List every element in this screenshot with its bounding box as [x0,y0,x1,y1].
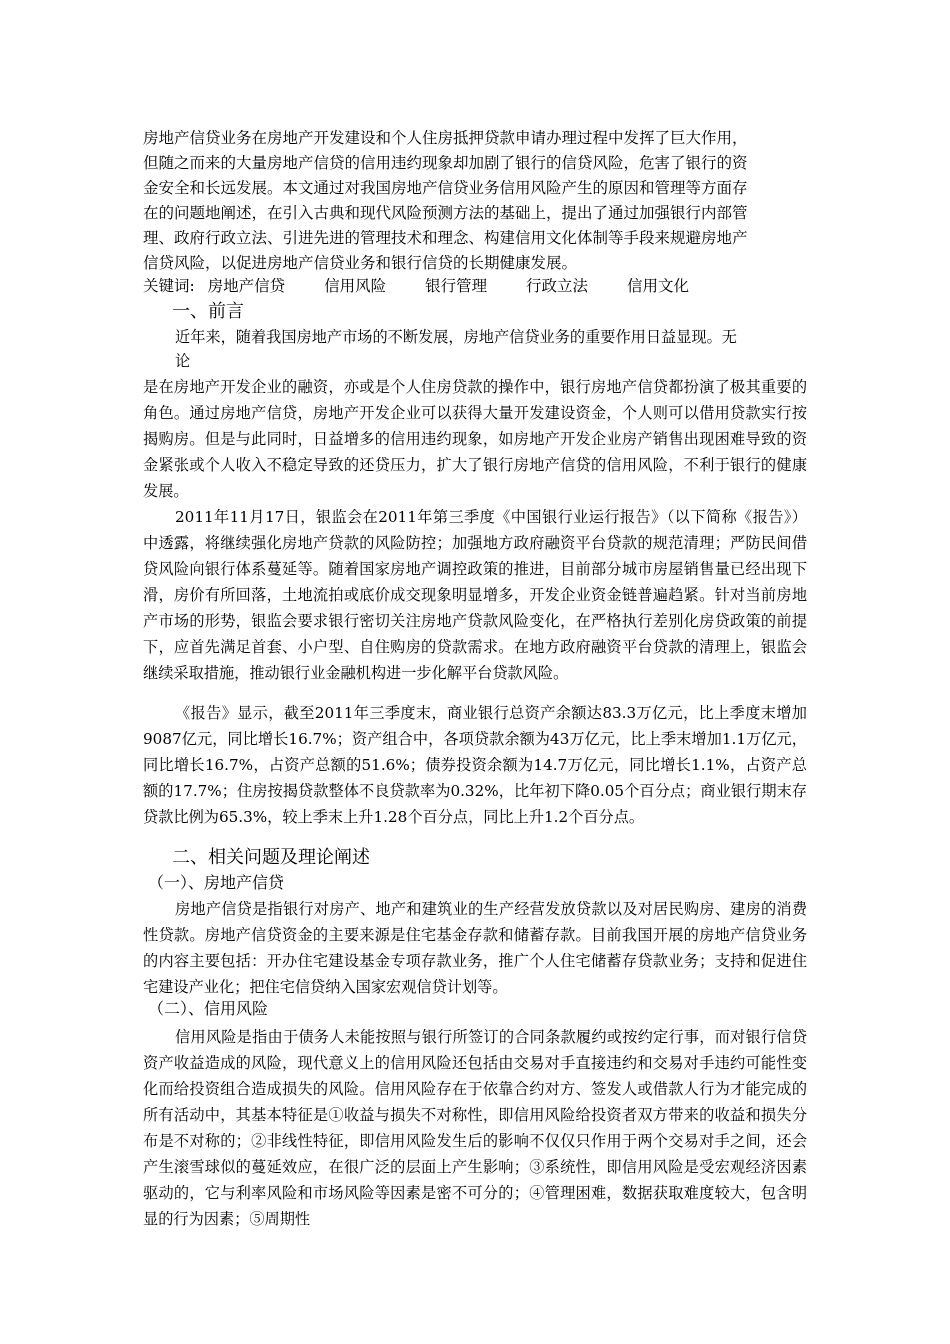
keyword: 房地产信贷 [207,277,286,295]
abstract-line: 但随之而来的大量房地产信贷的信用违约现象却加剧了银行的信贷风险，危害了银行的资 [143,154,748,172]
paragraph: 《报告》显示，截至2011年三季度末，商业银行总资产余额达83.3万亿元，比上季度末增加9087亿元，同比增长16.7%；资产组合中，各项贷款余额为43万亿元，比上季末增加1.1万亿元，同比增长16.7%，占资产总额的51.6%；债券投资余额为14.7万亿元，同比增长1.1%，占资产总额的17.7%；住房按揭贷款整体不良贷款率为0.32%，比年初下降0.05个百分点；商业银行期末存贷款比例为65.3%，较上季末上升1.28个百分点，同比上升1.2个百分点。 [143,704,807,826]
keywords-row [143,276,807,296]
keyword: 信用文化 [626,277,689,295]
abstract-line: 房地产信贷业务在房地产开发建设和个人住房抵押贷款申请办理过程中发挥了巨大作用， [143,129,748,147]
section-heading: 二、相关问题及理论阐述 [172,847,370,868]
paragraph: 信用风险是指由于债务人未能按照与银行所签订的合同条款履约或按约定行事，而对银行信贷资产收益造成的风险，现代意义上的信用风险还包括由交易对手直接违约和交易对手违约可能性变化而给投资组合造成损失的风险。信用风险存在于依靠合约对方、签发人或借款人行为才能完成的所有活动中，其基本特征是①收益与损失不对称性，即信用风险给投资者双方带来的收益和损失分布是不对称的；②非线性特征，即信用风险发生后的影响不仅仅只作用于两个交易对手之间，还会产生滚雪球似的蔓延效应，在很广泛的层面上产生影响；③系统性，即信用风险是受宏观经济因素驱动的，它与利率风险和市场风险等因素是密不可分的；④管理困难，数据获取难度较大，包含明显的行为因素；⑤周期性 [143,1028,807,1228]
keyword: 信用风险 [324,277,387,295]
paragraph: 2011年11月17日，银监会在2011年第三季度《中国银行业运行报告》（以下简称《报告》）中透露，将继续强化房地产贷款的风险防控；加强地方政府融资平台贷款的规范清理；严防民间借贷风险向银行体系蔓延等。随着国家房地产调控政策的推进，目前部分城市房屋销售量已经出现下滑，房价有所回落，土地流拍或底价成交现象明显增多，开发企业资金链普遍趋紧。针对当前房地产市场的形势，银监会要求银行密切关注房地产贷款风险变化，在严格执行差别化房贷政策的前提下，应首先满足首套、小户型、自住购房的贷款需求。在地方政府融资平台贷款的清理上，银监会继续采取措施，推动银行业金融机构进一步化解平台贷款风险。 [143,508,807,682]
keyword: 银行管理 [425,277,488,295]
paragraph: 房地产信贷是指银行对房产、地产和建筑业的生产经营发放贷款以及对居民购房、建房的消费性贷款。房地产信贷资金的主要来源是住宅基金存款和储蓄存款。目前我国开展的房地产信贷业务的内容主要包括：开办住宅建设基金专项存款业务，推广个人住宅储蓄存贷款业务；支持和促进住宅建设产业化；把住宅信贷纳入国家宏观信贷计划等。 [143,900,807,996]
abstract-line: 信贷风险，以促进房地产信贷业务和银行信贷的长期健康发展。 [143,254,578,272]
abstract-line: 在的问题地阐述，在引入古典和现代风险预测方法的基础上，提出了通过加强银行内部管 [143,204,748,222]
paragraph-line: 近年来，随着我国房地产市场的不断发展，房地产信贷业务的重要作用日益显现。无 [175,328,737,346]
section-heading: 一、前言 [172,301,244,322]
paragraph-line: 论 [175,352,191,370]
keyword: 行政立法 [526,277,589,295]
subsection-heading: （一）、房地产信贷 [148,873,285,892]
paragraph: 是在房地产开发企业的融资，亦或是个人住房贷款的操作中，银行房地产信贷都扮演了极其重要的角色。通过房地产信贷，房地产开发企业可以获得大量开发建设资金，个人则可以借用贷款实行按揭购房。但是与此同时，日益增多的信用违约现象，如房地产开发企业房产销售出现困难导致的资金紧张或个人收入不稳定导致的还贷压力，扩大了银行房地产信贷的信用风险，不利于银行的健康发展。 [143,378,807,500]
keywords-label: 关键词: [143,277,195,295]
abstract-line: 理、政府行政立法、引进先进的管理技术和理念、构建信用文化体制等手段来规避房地产 [143,229,748,247]
subsection-heading: （二）、信用风险 [148,999,269,1018]
abstract-line: 金安全和长远发展。本文通过对我国房地产信贷业务信用风险产生的原因和管理等方面存 [143,179,748,197]
